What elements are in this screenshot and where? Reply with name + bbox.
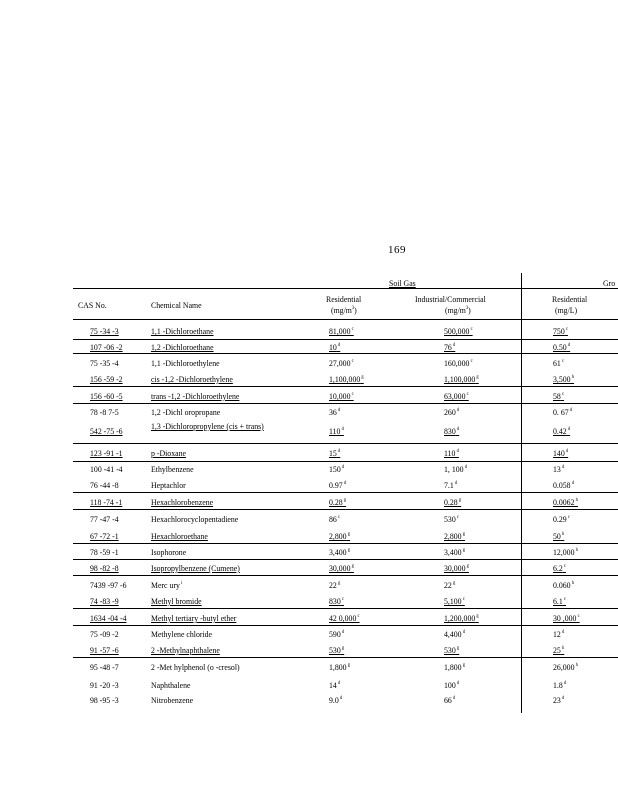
residential-soil-gas-value: 30,000 $^g$ [329, 563, 354, 573]
industrial-commercial-value: 2,800 $^g$ [444, 531, 466, 541]
residential-groundwater-value: 12,000 $^h$ [553, 547, 578, 557]
cas-number: 542 -75 -6 [90, 426, 123, 436]
footnote-marker: d [340, 630, 345, 635]
row-divider [73, 625, 618, 626]
footnote-marker: c [336, 515, 341, 520]
footnote-marker: d [455, 427, 460, 432]
footnote-marker: h [570, 581, 575, 586]
footnote-marker: d [455, 681, 460, 686]
footnote-marker: g [475, 375, 479, 380]
residential-groundwater-value: 58 $^c$ [553, 391, 565, 401]
footnote-marker: d [451, 696, 456, 701]
chemical-name: 1,1 -Dichloroethylene [151, 358, 220, 368]
footnote-marker: g [457, 498, 462, 503]
footnote-marker: h [574, 548, 578, 553]
footnote-marker: d [560, 630, 565, 635]
industrial-commercial-value: 5,100 $^c$ [444, 596, 465, 606]
chemical-name: Naphthalene [151, 680, 191, 690]
industrial-commercial-value: 76 $^d$ [444, 342, 456, 352]
footnote-marker: c [469, 359, 473, 364]
residential-soil-gas-value: 1,800 $^g$ [329, 662, 351, 672]
residential-groundwater-value: 140 $^d$ [553, 448, 569, 458]
footnote-marker: h [574, 498, 578, 503]
footnote-marker: g [360, 375, 364, 380]
footnote-marker: h [570, 375, 575, 380]
cas-number: 78 -59 -1 [90, 547, 119, 557]
row-divider [73, 509, 618, 510]
cas-number: 91 -20 -3 [90, 680, 119, 690]
footnote-marker: g [346, 663, 351, 668]
footnote-marker: d [336, 681, 341, 686]
residential-soil-gas-value: 42 0,000 $^c$ [329, 613, 360, 623]
footnote-marker: d [453, 481, 458, 486]
cas-number: 67 -72 -1 [90, 531, 119, 541]
cas-number: 123 -91 -1 [90, 448, 123, 458]
footnote-marker: g [461, 663, 466, 668]
footnote-marker: c [562, 597, 566, 602]
row-divider [73, 386, 618, 387]
residential-groundwater-value: 6.2 $^c$ [553, 563, 566, 573]
footnote-marker: g [461, 548, 466, 553]
industrial-commercial-value: 100 $^d$ [444, 680, 460, 690]
cas-number: 75 -34 -3 [90, 326, 119, 336]
footnote-marker: d [560, 465, 565, 470]
footnote-marker: g [346, 532, 351, 537]
row-divider [73, 575, 618, 576]
residential-soil-gas-value: 27,000 $^c$ [329, 358, 354, 368]
header-residential-groundwater: Residential [552, 294, 588, 304]
industrial-commercial-value: 110 $^d$ [444, 448, 459, 458]
footnote-marker: c [560, 359, 565, 364]
footnote-marker: c [455, 515, 459, 520]
residential-soil-gas-value: 830 $^c$ [329, 596, 344, 606]
residential-soil-gas-value: 0.28 $^g$ [329, 497, 347, 507]
industrial-commercial-value: 0.28 $^g$ [444, 497, 462, 507]
residential-soil-gas-value: 590 $^d$ [329, 629, 345, 639]
footnote-marker: h [560, 646, 565, 651]
cas-number: 91 -57 -6 [90, 645, 119, 655]
cas-number: 75 -09 -2 [90, 629, 119, 639]
residential-soil-gas-value: 22 $^g$ [329, 580, 341, 590]
chemical-name: Isophorone [151, 547, 187, 557]
footnote-marker: c [461, 597, 465, 602]
industrial-commercial-value: 63,000 $^c$ [444, 391, 469, 401]
chemical-name: Methylene chloride [151, 629, 213, 639]
residential-groundwater-value: 25 $^h$ [553, 645, 565, 655]
industrial-commercial-value: 3,400 $^g$ [444, 547, 466, 557]
footnote-marker: d [451, 343, 456, 348]
chemical-name: 2 -Methylnaphthalene [151, 645, 220, 655]
residential-soil-gas-value: 0.97 $^d$ [329, 480, 347, 490]
industrial-commercial-value: 500,000 $^c$ [444, 326, 473, 336]
footnote-marker: c [560, 392, 565, 397]
footnote-marker: d [340, 427, 344, 432]
residential-soil-gas-value: 3,400 $^g$ [329, 547, 351, 557]
footnote-marker: i [179, 581, 183, 586]
cas-number: 98 -82 -8 [90, 563, 119, 573]
footnote-marker: c [356, 614, 360, 619]
cas-number: 74 -83 -9 [90, 596, 119, 606]
cas-number: 75 -35 -4 [90, 358, 119, 368]
row-divider [73, 339, 618, 340]
residential-soil-gas-value: 36 $^d$ [329, 407, 341, 417]
chemical-name: 2 -Met hylphenol (o -cresol) [151, 662, 240, 672]
cas-number: 95 -48 -7 [90, 662, 119, 672]
header-cas-no: CAS No. [78, 300, 107, 310]
footnote-marker: d [336, 343, 341, 348]
footnote-marker: c [469, 327, 473, 332]
residential-groundwater-value: 0.058 $^d$ [553, 480, 575, 490]
residential-groundwater-value: 12 $^d$ [553, 629, 565, 639]
cas-number: 7439 -97 -6 [90, 580, 127, 590]
footnote-marker: c [562, 564, 566, 569]
chemical-name: Hexachlorocyclopentadiene [151, 514, 239, 524]
row-divider [73, 492, 618, 493]
footnote-marker: g [455, 646, 460, 651]
chemical-name: Merc ury $^i$ [151, 580, 183, 590]
residential-groundwater-value: 0.060 $^h$ [553, 580, 575, 590]
footnote-marker: d [570, 481, 575, 486]
header-residential-groundwater-unit: (mg/L) [555, 305, 578, 315]
industrial-commercial-value: 160,000 $^c$ [444, 358, 473, 368]
row-divider [73, 543, 618, 544]
footnote-marker: g [465, 564, 469, 569]
industrial-commercial-value: 1,200,000 $^g$ [444, 613, 479, 623]
chemical-name: Methyl tertiary -butyl ether [151, 613, 237, 623]
residential-groundwater-value: 61 $^c$ [553, 358, 565, 368]
footnote-marker: d [336, 408, 341, 413]
row-divider [73, 353, 618, 354]
residential-groundwater-value: 13 $^d$ [553, 464, 565, 474]
footnote-marker: d [338, 696, 343, 701]
page-number: 169 [388, 244, 406, 256]
cas-number: 98 -95 -3 [90, 695, 119, 705]
industrial-commercial-value: 30,000 $^g$ [444, 563, 469, 573]
residential-groundwater-value: 0.0062 $^h$ [553, 497, 578, 507]
footnote-marker: c [340, 597, 344, 602]
residential-groundwater-value: 0.29 $^c$ [553, 514, 570, 524]
header-bottom-rule [73, 319, 618, 320]
residential-soil-gas-value: 110 $^d$ [329, 426, 344, 436]
row-divider [73, 559, 618, 560]
residential-groundwater-value: 3,500 $^h$ [553, 374, 575, 384]
chemical-name: Ethylbenzene [151, 464, 194, 474]
industrial-commercial-value: 260 $^d$ [444, 407, 460, 417]
footnote-marker: g [342, 498, 347, 503]
header-residential-soil-gas: Residential [326, 294, 362, 304]
industrial-commercial-value: 1, 100 $^d$ [444, 464, 467, 474]
residential-soil-gas-value: 9.0 $^d$ [329, 695, 343, 705]
industrial-commercial-value: 66 $^d$ [444, 695, 456, 705]
footnote-marker: d [463, 465, 467, 470]
residential-groundwater-value: 0. 67 $^d$ [553, 407, 573, 417]
residential-groundwater-value: 26,000 $^h$ [553, 662, 578, 672]
footnote-marker: g [475, 614, 479, 619]
footnote-marker: g [451, 581, 456, 586]
cas-number: 118 -74 -1 [90, 497, 123, 507]
residential-soil-gas-value: 1,100,000 $^g$ [329, 374, 364, 384]
footnote-marker: g [461, 532, 466, 537]
chemical-name: 1,1 -Dichloroethane [151, 326, 214, 336]
cas-number: 78 -8 7-5 [90, 407, 119, 417]
industrial-commercial-value: 530 $^c$ [444, 514, 459, 524]
residential-soil-gas-value: 10 $^d$ [329, 342, 341, 352]
chemical-name: Hexachloroethane [151, 531, 208, 541]
chemical-name: p -Dioxane [151, 448, 186, 458]
cas-number: 156 -59 -2 [90, 374, 123, 384]
header-residential-soil-gas-unit: $(mg/m^3)$ [331, 305, 357, 315]
cas-number: 77 -47 -4 [90, 514, 119, 524]
residential-groundwater-value: 750 $^c$ [553, 326, 568, 336]
footnote-marker: c [350, 392, 354, 397]
industrial-commercial-value: 830 $^d$ [444, 426, 460, 436]
cas-number: 100 -41 -4 [90, 464, 123, 474]
chemical-name: 1,2 -Dichloroethane [151, 342, 214, 352]
footnote-marker: c [566, 515, 570, 520]
footnote-marker: d [562, 681, 567, 686]
residential-soil-gas-value: 14 $^d$ [329, 680, 341, 690]
footnote-marker: g [350, 564, 354, 569]
header-industrial-commercial: Industrial/Commercial [415, 294, 486, 304]
residential-soil-gas-value: 81,000 $^c$ [329, 326, 354, 336]
residential-groundwater-value: 30 ,000 $^c$ [553, 613, 580, 623]
industrial-commercial-value: 530 $^g$ [444, 645, 460, 655]
footnote-marker: c [350, 359, 354, 364]
chemical-name: trans -1,2 -Dichloroethylene [151, 391, 240, 401]
residential-soil-gas-value: 530 $^g$ [329, 645, 345, 655]
cas-number: 76 -44 -8 [90, 480, 119, 490]
chemical-name: Hexachlorobenzene [151, 497, 214, 507]
chemical-name: 1,2 -Dichl oropropane [151, 407, 221, 417]
residential-groundwater-value: 6.1 $^c$ [553, 596, 566, 606]
footnote-marker: g [340, 646, 345, 651]
header-chemical-name: Chemical Name [151, 300, 202, 310]
residential-soil-gas-value: 10,000 $^c$ [329, 391, 354, 401]
footnote-marker: d [342, 481, 347, 486]
chemical-name: cis -1,2 -Dichloroethylene [151, 374, 233, 384]
industrial-commercial-value: 7.1 $^d$ [444, 480, 458, 490]
cas-number: 156 -60 -5 [90, 391, 123, 401]
row-divider [73, 608, 618, 609]
row-divider [73, 657, 618, 658]
footnote-marker: d [564, 449, 569, 454]
footnote-marker: d [455, 408, 460, 413]
row-divider [73, 443, 618, 444]
residential-soil-gas-value: 86 $^c$ [329, 514, 341, 524]
footnote-marker: d [336, 449, 341, 454]
residential-groundwater-value: 0.50 $^d$ [553, 342, 571, 352]
footnote-marker: d [455, 449, 459, 454]
screening-levels-table [73, 273, 618, 713]
header-industrial-commercial-unit: $(mg/m^3)$ [445, 305, 471, 315]
industrial-commercial-value: 22 $^g$ [444, 580, 456, 590]
row-divider [73, 461, 618, 462]
footnote-marker: h [574, 663, 578, 668]
footnote-marker: g [346, 548, 351, 553]
residential-groundwater-value: 50 $^h$ [553, 531, 565, 541]
chemical-name: Nitrobenzene [151, 695, 194, 705]
footnote-marker: d [560, 696, 565, 701]
footnote-marker: h [560, 532, 565, 537]
chemical-name: 1,3 -Dichloropropylene (cis + trans) [151, 421, 264, 431]
footnote-marker: d [566, 343, 571, 348]
group-header-soil-gas: Soil Gas [389, 278, 416, 288]
footnote-marker: g [336, 581, 341, 586]
cas-number: 107 -06 -2 [90, 342, 123, 352]
footnote-marker: d [461, 630, 466, 635]
footnote-marker: d [568, 408, 573, 413]
industrial-commercial-value: 1,800 $^g$ [444, 662, 466, 672]
industrial-commercial-value: 1,100,000 $^g$ [444, 374, 479, 384]
chemical-name: Isopropylbenzene (Cumene) [151, 563, 240, 573]
chemical-name: Heptachlor [151, 480, 186, 490]
footnote-marker: c [465, 392, 469, 397]
footnote-marker: c [350, 327, 354, 332]
footnote-marker: d [566, 427, 571, 432]
residential-groundwater-value: 0.42 $^d$ [553, 426, 571, 436]
residential-soil-gas-value: 150 $^d$ [329, 464, 345, 474]
residential-soil-gas-value: 2,800 $^g$ [329, 531, 351, 541]
footnote-marker: d [340, 465, 345, 470]
residential-groundwater-value: 23 $^d$ [553, 695, 565, 705]
group-header-groundwater: Gro [603, 278, 616, 288]
residential-soil-gas-value: 15 $^d$ [329, 448, 341, 458]
chemical-name: Methyl bromide [151, 596, 202, 606]
cas-number: 1634 -04 -4 [90, 613, 127, 623]
residential-groundwater-value: 1.8 $^d$ [553, 680, 567, 690]
industrial-commercial-value: 4,400 $^d$ [444, 629, 466, 639]
row-divider [73, 403, 618, 404]
footnote-marker: c [576, 614, 580, 619]
footnote-marker: c [564, 327, 568, 332]
header-top-rule [73, 288, 618, 289]
